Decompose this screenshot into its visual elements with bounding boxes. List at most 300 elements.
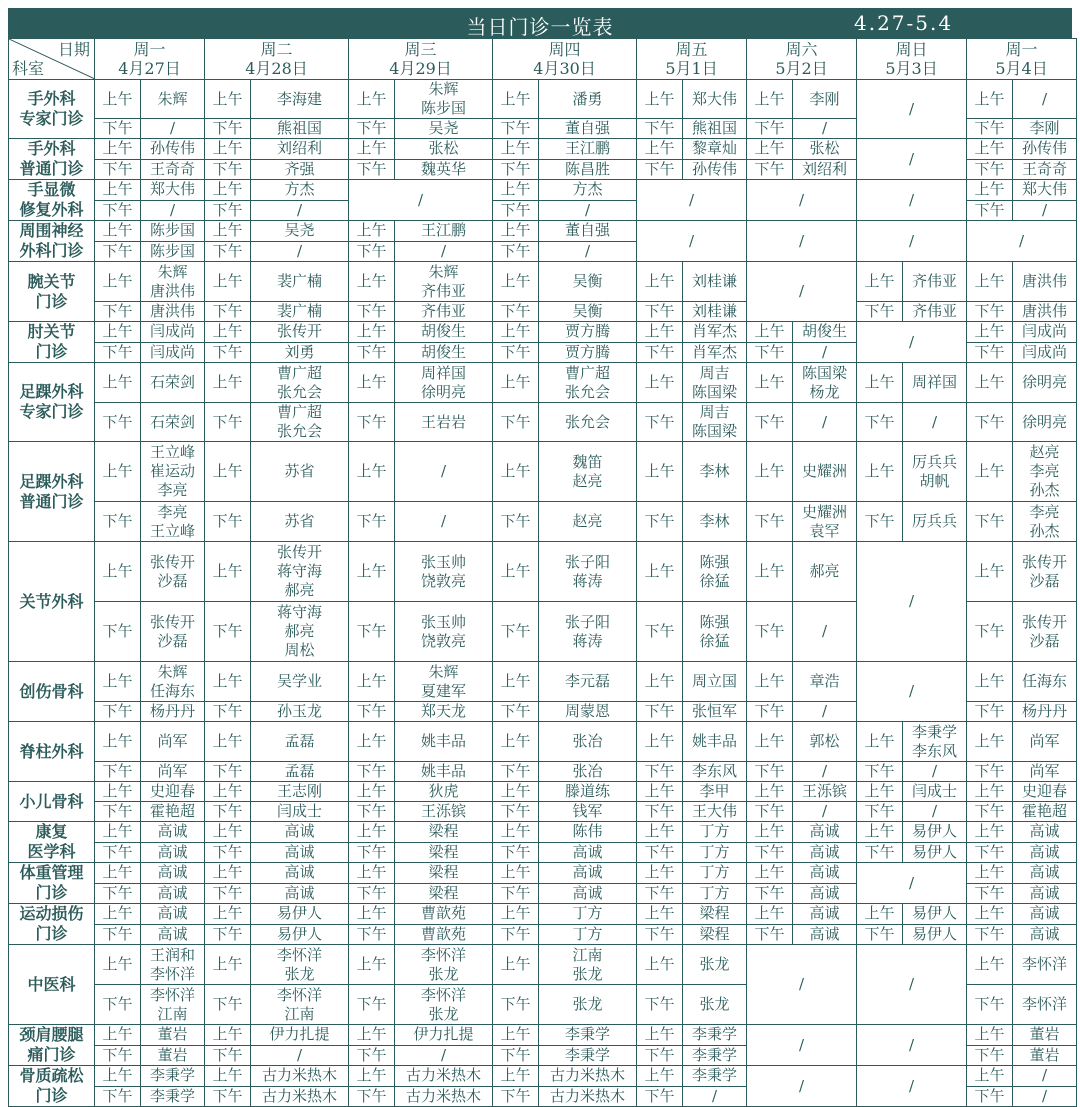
department-name-line: 痛门诊 [27, 1045, 76, 1064]
am-label: 上午 [747, 322, 793, 343]
pm-doctor: 梁程 [395, 883, 493, 904]
am-doctor: 周祥国 [903, 363, 967, 403]
am-label: 上午 [349, 80, 395, 119]
doctor-name: 陈步国 [421, 99, 467, 117]
date-label: 5月4日 [995, 59, 1048, 78]
pm-label: 下午 [95, 602, 141, 662]
pm-doctor: 钱军 [539, 802, 637, 822]
am-label: 上午 [967, 822, 1013, 843]
pm-doctor: 徐明亮 [1013, 403, 1077, 442]
doctor-name: 张传开 [277, 543, 323, 561]
pm-label: 下午 [637, 883, 683, 904]
am-label: 上午 [349, 722, 395, 762]
pm-doctor: 高诚 [251, 842, 349, 863]
pm-label: 下午 [95, 802, 141, 822]
department-name-line: 体重管理 [19, 863, 84, 882]
am-doctor [683, 542, 747, 602]
no-clinic-cell: / [747, 945, 857, 1025]
pm-doctor: / [251, 1045, 349, 1066]
doctor-name: 陈国梁 [692, 382, 738, 401]
am-doctor [251, 363, 349, 403]
pm-doctor [395, 985, 493, 1025]
pm-label: 下午 [493, 802, 539, 822]
pm-doctor: 古力米热木 [395, 1086, 493, 1107]
am-doctor [539, 363, 637, 403]
no-clinic-cell: / [857, 945, 967, 1025]
pm-doctor [539, 602, 637, 662]
am-label: 上午 [205, 322, 251, 343]
no-clinic-cell: / [857, 542, 967, 662]
pm-label: 下午 [349, 159, 395, 180]
pm-label: 下午 [857, 924, 903, 945]
no-clinic-cell: / [747, 221, 857, 262]
am-label: 上午 [967, 722, 1013, 762]
am-label: 上午 [205, 945, 251, 985]
am-label: 上午 [857, 822, 903, 843]
am-doctor: 闫成尚 [1013, 322, 1077, 343]
am-doctor: 孙传伟 [1013, 139, 1077, 160]
am-doctor: 吴尧 [251, 221, 349, 242]
am-label: 上午 [967, 863, 1013, 884]
am-doctor: 任海东 [1013, 662, 1077, 702]
am-label: 上午 [95, 442, 141, 502]
am-doctor: 张冶 [539, 722, 637, 762]
pm-doctor: 丁方 [683, 842, 747, 863]
weekday-label: 周一 [1005, 40, 1038, 59]
am-label: 上午 [205, 863, 251, 884]
pm-doctor: 王岩岩 [395, 403, 493, 442]
pm-doctor: / [793, 802, 857, 822]
department-name-line: 脊柱外科 [19, 741, 84, 761]
pm-label: 下午 [349, 342, 395, 363]
am-label: 上午 [637, 262, 683, 302]
pm-doctor: 熊祖国 [251, 119, 349, 139]
title-bar [8, 8, 1072, 38]
doctor-name: 魏笛 [572, 452, 603, 471]
doctor-name: 李亮 [157, 481, 188, 499]
pm-label: 下午 [747, 842, 793, 863]
pm-doctor [395, 602, 493, 662]
pm-label: 下午 [637, 342, 683, 363]
pm-doctor: 董自强 [539, 119, 637, 139]
pm-doctor: / [141, 119, 205, 139]
am-label: 上午 [205, 221, 251, 242]
pm-doctor: / [251, 241, 349, 262]
pm-label: 下午 [349, 119, 395, 139]
doctor-name: 任海东 [150, 681, 196, 700]
pm-doctor: 齐伟亚 [395, 302, 493, 322]
pm-label: 下午 [967, 702, 1013, 722]
dept-row-am [9, 221, 1077, 242]
pm-label: 下午 [95, 159, 141, 180]
dept-row-am [9, 542, 1077, 602]
pm-doctor: / [793, 403, 857, 442]
doctor-name: 张子阳 [565, 612, 611, 631]
am-label: 上午 [349, 139, 395, 160]
no-clinic-cell: / [857, 221, 967, 262]
corner-dept-label: 科室 [12, 59, 45, 78]
doctor-name: 张允会 [277, 422, 323, 440]
am-label: 上午 [967, 442, 1013, 502]
pm-label: 下午 [967, 502, 1013, 542]
doctor-name: 沙磊 [157, 571, 188, 590]
am-doctor [539, 442, 637, 502]
am-label: 上午 [205, 363, 251, 403]
am-label: 上午 [637, 822, 683, 843]
pm-doctor: 李刚 [1013, 119, 1077, 139]
am-label: 上午 [349, 221, 395, 242]
pm-label: 下午 [205, 762, 251, 782]
pm-doctor: 董岩 [141, 1045, 205, 1066]
pm-label: 下午 [349, 842, 395, 863]
am-label: 上午 [637, 139, 683, 160]
doctor-name: 朱辉 [428, 262, 459, 281]
doctor-name: 朱辉 [428, 662, 459, 681]
am-doctor: 古力米热木 [251, 1066, 349, 1087]
pm-doctor: / [1013, 1086, 1077, 1107]
dept-row-am [9, 662, 1077, 702]
doctor-name: 张传开 [1022, 552, 1068, 571]
am-doctor [539, 945, 637, 985]
pm-doctor: 孟磊 [251, 762, 349, 782]
am-label: 上午 [349, 863, 395, 884]
am-label: 上午 [95, 1025, 141, 1046]
dept-row-am [9, 822, 1077, 843]
doctor-name: 张允会 [277, 382, 323, 401]
department-name-line: 专家门诊 [19, 402, 84, 421]
pm-label: 下午 [493, 842, 539, 863]
am-label: 上午 [205, 782, 251, 802]
pm-label: 下午 [493, 200, 539, 221]
weekday-label: 周六 [785, 40, 818, 59]
am-doctor: 方杰 [251, 180, 349, 201]
pm-doctor: 王泺镔 [395, 802, 493, 822]
pm-doctor: 肖军杰 [683, 342, 747, 363]
doctor-name: 张允会 [565, 382, 611, 401]
am-doctor [793, 363, 857, 403]
am-label: 上午 [95, 80, 141, 119]
am-label: 上午 [205, 722, 251, 762]
pm-doctor: 王奇奇 [141, 159, 205, 180]
pm-label: 下午 [493, 342, 539, 363]
dept-row-pm [9, 842, 1077, 863]
pm-doctor: 刘勇 [251, 342, 349, 363]
am-doctor: 郑大伟 [1013, 180, 1077, 201]
am-doctor: 高诚 [1013, 822, 1077, 843]
am-label: 上午 [349, 262, 395, 302]
doctor-name: 崔运动 [150, 462, 196, 480]
date-label: 4月27日 [118, 59, 181, 78]
am-label: 上午 [349, 662, 395, 702]
department-name-line: 运动损伤 [19, 904, 84, 923]
am-label: 上午 [349, 442, 395, 502]
department-name-line: 小儿骨科 [19, 791, 84, 811]
dept-row-am [9, 722, 1077, 762]
pm-label: 下午 [493, 1045, 539, 1066]
am-label: 上午 [637, 782, 683, 802]
am-doctor: 高诚 [1013, 863, 1077, 884]
no-clinic-cell: / [747, 262, 857, 322]
doctor-name: 陈强 [699, 552, 730, 571]
pm-label: 下午 [637, 924, 683, 945]
no-clinic-cell: / [857, 662, 967, 722]
pm-doctor: / [793, 602, 857, 662]
no-clinic-cell: / [857, 139, 967, 180]
am-label: 上午 [857, 442, 903, 502]
pm-label: 下午 [967, 883, 1013, 904]
am-doctor: 张传开 [251, 322, 349, 343]
am-doctor [395, 80, 493, 119]
am-doctor [141, 262, 205, 302]
am-doctor: 伊力扎提 [251, 1025, 349, 1046]
am-label: 上午 [637, 722, 683, 762]
am-label: 上午 [493, 1025, 539, 1046]
am-label: 上午 [967, 782, 1013, 802]
pm-doctor [683, 403, 747, 442]
department-name [9, 542, 95, 662]
page-title: 当日门诊一览表 [466, 15, 614, 39]
am-label: 上午 [349, 1066, 395, 1087]
pm-doctor: / [251, 200, 349, 221]
pm-label: 下午 [493, 502, 539, 542]
dept-row-am [9, 863, 1077, 884]
department-name-line: 医学科 [27, 842, 76, 861]
pm-doctor: 刘桂谦 [683, 302, 747, 322]
pm-doctor: / [395, 241, 493, 262]
am-doctor [141, 945, 205, 985]
doctor-name: 张玉帅 [421, 552, 467, 571]
doctor-name: 张龙 [572, 964, 603, 983]
pm-doctor: 古力米热木 [539, 1086, 637, 1107]
pm-label: 下午 [493, 883, 539, 904]
am-doctor: 刘桂谦 [683, 262, 747, 302]
doctor-name: 杨龙 [809, 382, 840, 401]
am-doctor: 李林 [683, 442, 747, 502]
pm-label: 下午 [493, 702, 539, 722]
doctor-name: 江南 [157, 1004, 188, 1023]
am-doctor: 胡俊生 [793, 322, 857, 343]
department-name [9, 1025, 95, 1066]
am-doctor [395, 542, 493, 602]
doctor-name: 江南 [284, 1004, 315, 1023]
pm-doctor: 梁程 [395, 842, 493, 863]
pm-doctor: 石荣剑 [141, 403, 205, 442]
pm-label: 下午 [747, 119, 793, 139]
pm-label: 下午 [349, 924, 395, 945]
pm-label: 下午 [493, 762, 539, 782]
am-label: 上午 [857, 904, 903, 925]
pm-doctor [251, 602, 349, 662]
doctor-name: 饶敦亮 [421, 571, 467, 590]
am-label: 上午 [747, 722, 793, 762]
am-label: 上午 [349, 904, 395, 925]
pm-label: 下午 [349, 1045, 395, 1066]
department-name [9, 822, 95, 863]
am-doctor: 张松 [793, 139, 857, 160]
am-label: 上午 [205, 904, 251, 925]
am-label: 上午 [205, 822, 251, 843]
schedule-sheet [8, 8, 1072, 1107]
am-label: 上午 [493, 80, 539, 119]
am-doctor: 王江鹏 [395, 221, 493, 242]
am-label: 上午 [95, 139, 141, 160]
doctor-name: 王润和 [150, 945, 196, 964]
am-label: 上午 [857, 262, 903, 302]
am-label: 上午 [349, 542, 395, 602]
am-label: 上午 [747, 80, 793, 119]
pm-doctor: 张恒军 [683, 702, 747, 722]
pm-label: 下午 [205, 403, 251, 442]
pm-label: 下午 [747, 602, 793, 662]
am-label: 上午 [493, 139, 539, 160]
pm-doctor: 李林 [683, 502, 747, 542]
am-doctor [903, 722, 967, 762]
no-clinic-cell: / [857, 863, 967, 904]
doctor-name: 袁罕 [809, 521, 840, 540]
am-label: 上午 [493, 822, 539, 843]
am-doctor [395, 662, 493, 702]
pm-doctor: 高诚 [1013, 924, 1077, 945]
pm-label: 下午 [95, 241, 141, 262]
pm-label: 下午 [205, 1086, 251, 1107]
am-doctor: 徐明亮 [1013, 363, 1077, 403]
am-label: 上午 [493, 662, 539, 702]
am-label: 上午 [493, 1066, 539, 1087]
pm-doctor: 高诚 [793, 842, 857, 863]
pm-label: 下午 [493, 602, 539, 662]
am-doctor: 黎章灿 [683, 139, 747, 160]
pm-doctor: 高诚 [141, 883, 205, 904]
no-clinic-cell: / [857, 1066, 967, 1107]
date-label: 4月28日 [245, 59, 308, 78]
pm-doctor: 高诚 [1013, 842, 1077, 863]
pm-label: 下午 [967, 924, 1013, 945]
doctor-name: 江南 [572, 945, 603, 964]
am-label: 上午 [967, 1025, 1013, 1046]
am-label: 上午 [349, 822, 395, 843]
department-name-line: 修复外科 [19, 200, 84, 219]
pm-doctor [1013, 502, 1077, 542]
am-doctor: 吴衡 [539, 262, 637, 302]
department-name [9, 221, 95, 262]
am-label: 上午 [637, 662, 683, 702]
doctor-name: 李东风 [912, 741, 958, 760]
pm-label: 下午 [637, 842, 683, 863]
pm-label: 下午 [493, 985, 539, 1025]
am-doctor: 姚丰品 [395, 722, 493, 762]
doctor-name: 朱辉 [428, 80, 459, 98]
pm-label: 下午 [493, 119, 539, 139]
pm-label: 下午 [637, 1086, 683, 1107]
pm-doctor: 尚军 [141, 762, 205, 782]
am-doctor: / [395, 442, 493, 502]
dept-row-am [9, 782, 1077, 802]
pm-label: 下午 [747, 883, 793, 904]
doctor-name: 孙杰 [1029, 481, 1060, 499]
dept-row-am [9, 442, 1077, 502]
department-name-line: 专家门诊 [19, 109, 84, 128]
am-doctor [141, 442, 205, 502]
department-name-line: 关节外科 [19, 591, 84, 611]
pm-label: 下午 [857, 842, 903, 863]
doctor-name: 张子阳 [565, 552, 611, 571]
pm-label: 下午 [205, 985, 251, 1025]
pm-label: 下午 [967, 802, 1013, 822]
day-header [95, 39, 205, 80]
am-label: 上午 [95, 822, 141, 843]
am-label: 上午 [205, 1066, 251, 1087]
am-doctor: 陈步国 [141, 221, 205, 242]
pm-label: 下午 [95, 985, 141, 1025]
am-doctor [251, 945, 349, 985]
pm-doctor: 高诚 [141, 924, 205, 945]
am-doctor: 董自强 [539, 221, 637, 242]
department-name-line: 中医科 [27, 974, 76, 994]
doctor-name: 赵亮 [572, 471, 603, 490]
doctor-name: 陈国梁 [692, 422, 738, 440]
no-clinic-cell: / [637, 180, 747, 221]
am-doctor: 史迎春 [141, 782, 205, 802]
doctor-name: 李怀洋 [150, 985, 196, 1004]
pm-doctor: 杨丹丹 [1013, 702, 1077, 722]
dept-row-am [9, 180, 1077, 201]
pm-doctor: 熊祖国 [683, 119, 747, 139]
no-clinic-cell: / [857, 322, 967, 363]
pm-label: 下午 [637, 702, 683, 722]
doctor-name: 沙磊 [1029, 571, 1060, 590]
am-label: 上午 [205, 1025, 251, 1046]
am-label: 上午 [205, 180, 251, 201]
date-label: 5月3日 [885, 59, 938, 78]
pm-label: 下午 [95, 200, 141, 221]
am-doctor: 丁方 [539, 904, 637, 925]
am-doctor: 孙传伟 [141, 139, 205, 160]
am-doctor: 丁方 [683, 822, 747, 843]
pm-doctor: 吴尧 [395, 119, 493, 139]
doctor-name: 夏建军 [421, 681, 467, 700]
pm-label: 下午 [637, 119, 683, 139]
day-header [857, 39, 967, 80]
doctor-name: 徐猛 [699, 631, 730, 650]
doctor-name: 厉兵兵 [912, 452, 958, 471]
pm-label: 下午 [493, 302, 539, 322]
pm-doctor: 张允会 [539, 403, 637, 442]
pm-doctor: 闫成尚 [141, 342, 205, 363]
pm-label: 下午 [349, 403, 395, 442]
am-label: 上午 [349, 782, 395, 802]
department-name [9, 782, 95, 822]
pm-label: 下午 [967, 342, 1013, 363]
pm-doctor: 贾方腾 [539, 342, 637, 363]
am-label: 上午 [967, 363, 1013, 403]
pm-doctor: 张冶 [539, 762, 637, 782]
department-name [9, 322, 95, 363]
am-label: 上午 [205, 442, 251, 502]
am-label: 上午 [95, 662, 141, 702]
pm-label: 下午 [95, 302, 141, 322]
doctor-name: 齐伟亚 [421, 281, 467, 300]
weekday-label: 周日 [895, 40, 928, 59]
pm-doctor: 王奇奇 [1013, 159, 1077, 180]
am-doctor: 李秉学 [683, 1066, 747, 1087]
am-label: 上午 [637, 945, 683, 985]
pm-label: 下午 [205, 924, 251, 945]
pm-label: 下午 [349, 602, 395, 662]
dept-row-am [9, 1066, 1077, 1087]
pm-label: 下午 [95, 702, 141, 722]
am-label: 上午 [493, 322, 539, 343]
doctor-name: 李怀洋 [277, 945, 323, 964]
